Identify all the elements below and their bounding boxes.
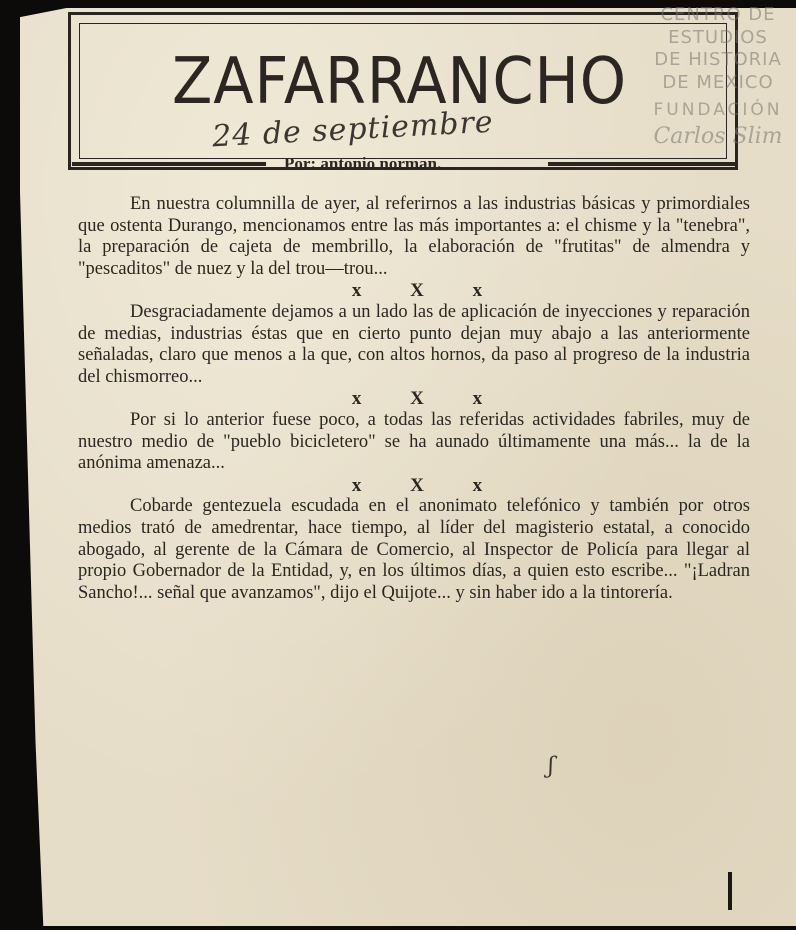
pen-mark: ʃ — [548, 754, 554, 779]
section-separator-2: x X x — [351, 388, 505, 410]
watermark-line-1: CENTRO DE — [660, 4, 776, 25]
section-separator-3: x X x — [351, 474, 505, 496]
article-paragraph-3: Por si lo anterior fuese poco, a todas las referidas actividades fabriles, muy de nuestro medio de "pueblo bicicletero" se ha aunado últimamente una más... la de la anónima amenaza... — [78, 409, 750, 474]
watermark-line-4: DE MEXICO — [662, 71, 774, 93]
byline: Por: antonio norman. — [284, 154, 442, 173]
watermark-foundation: FUNDACIÓN — [653, 100, 783, 120]
byline-rule-left — [72, 162, 266, 166]
byline-rule-right — [548, 162, 738, 166]
margin-ink-mark — [728, 872, 732, 910]
article-paragraph-1: En nuestra columnilla de ayer, al referirnos a las industrias básicas y primordiales que ostenta Durango, mencionamos entre las más importantes a: el chisme y la "tenebra", la preparación de cajeta de membrillo, la elaboración de "frutitas" de almendra y "pescaditos" de nuez y la del trou—trou... — [78, 194, 750, 279]
article-body — [78, 194, 750, 604]
archive-watermark — [640, 4, 796, 151]
watermark-line-2: ESTUDIOS — [668, 26, 768, 48]
section-separator-1: x X x — [351, 280, 505, 302]
watermark-line-3: DE HISTORIA — [654, 49, 782, 70]
watermark-signature: Carlos Slim — [653, 124, 783, 150]
article-paragraph-4: Cobarde gentezuela escudada en el anonimato telefónico y también por otros medios trató de amedrentar, hace tiempo, al líder del magisterio estatal, a conocido abogado, al gerente de la Cámara de Comercio, al Inspector de Policía para llegar al propio Gobernador de la Entidad, y, en los últimos días, a quien esto escribe... "¡Ladran Sancho!... señal que avanzamos", dijo el Quijote... y sin haber ido a la tintorería. — [78, 496, 750, 603]
column-title: ZAFARRANCHO — [172, 45, 627, 119]
handwritten-date: 24 de septiembre — [211, 104, 495, 155]
article-paragraph-2: Desgraciadamente dejamos a un lado las de aplicación de inyecciones y reparación de medias, industrias éstas que en cierto punto dejan muy abajo a las anteriormente señaladas, claro que menos a la que, con altos hornos, da paso al progreso de la industria del chismorreo... — [78, 301, 750, 387]
